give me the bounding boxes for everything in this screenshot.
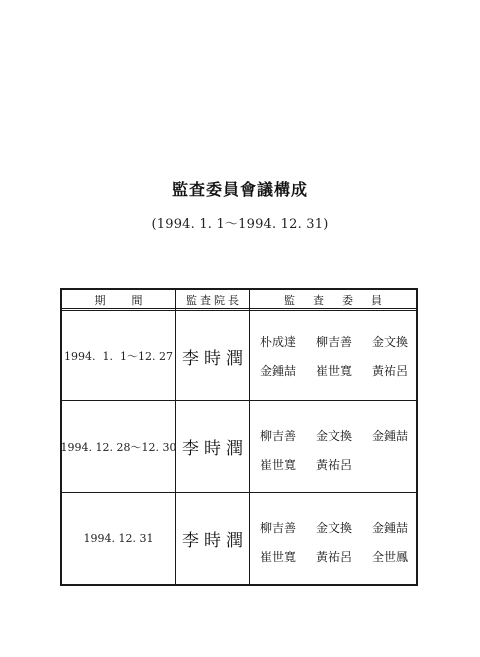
member-name: 朴成達 — [260, 335, 297, 349]
member-name: 金文換 — [316, 429, 353, 443]
member-name: 黃祐呂 — [372, 364, 409, 378]
member-name: 崔世寬 — [260, 550, 297, 564]
header-members — [250, 290, 416, 309]
member-name: 全世鳳 — [372, 550, 409, 564]
row-3-period: 1994. 12. 31 — [83, 532, 154, 545]
member-name: 崔世寬 — [260, 458, 297, 472]
member-name: 金鍾喆 — [372, 429, 409, 443]
member-name: 柳吉善 — [316, 335, 353, 349]
row-2-chief: 李時潤 — [182, 439, 248, 459]
member-line — [260, 450, 428, 479]
column-divider — [249, 290, 250, 584]
row-3-chief: 李時潤 — [182, 531, 248, 551]
committee-table — [60, 288, 418, 586]
member-name: 柳吉善 — [260, 429, 297, 443]
member-name: 金鍾喆 — [372, 521, 409, 535]
row-2-period: 1994. 12. 28～12. 30 — [60, 440, 177, 454]
header-members-label: 監査委員 — [284, 293, 400, 307]
member-line — [260, 327, 428, 356]
row-3-members — [260, 513, 428, 571]
member-name: 崔世寬 — [316, 364, 353, 378]
header-period-label: 期間 — [94, 293, 169, 307]
member-line — [260, 513, 428, 542]
row-1-period: 1994. 1. 1～12. 27 — [64, 350, 173, 363]
row-1-chief: 李時潤 — [182, 348, 248, 369]
member-name: 金文換 — [316, 521, 353, 535]
header-chief-label: 監査院長 — [186, 293, 242, 307]
member-name: 金鍾喆 — [260, 364, 297, 378]
member-name: 柳吉善 — [260, 521, 297, 535]
document-title: 監査委員會議構成 — [171, 180, 308, 199]
member-name: 黃祐呂 — [316, 550, 353, 564]
member-line — [260, 421, 428, 450]
document-period: (1994. 1. 1～1994. 12. 31) — [151, 217, 329, 232]
member-line — [260, 542, 428, 571]
header-period — [62, 290, 175, 309]
member-name: 黃祐呂 — [316, 458, 353, 472]
row-1-members — [260, 327, 428, 385]
member-name: 金文換 — [372, 335, 409, 349]
member-line — [260, 356, 428, 385]
header-chief — [176, 290, 249, 309]
row-2-members — [260, 421, 428, 479]
